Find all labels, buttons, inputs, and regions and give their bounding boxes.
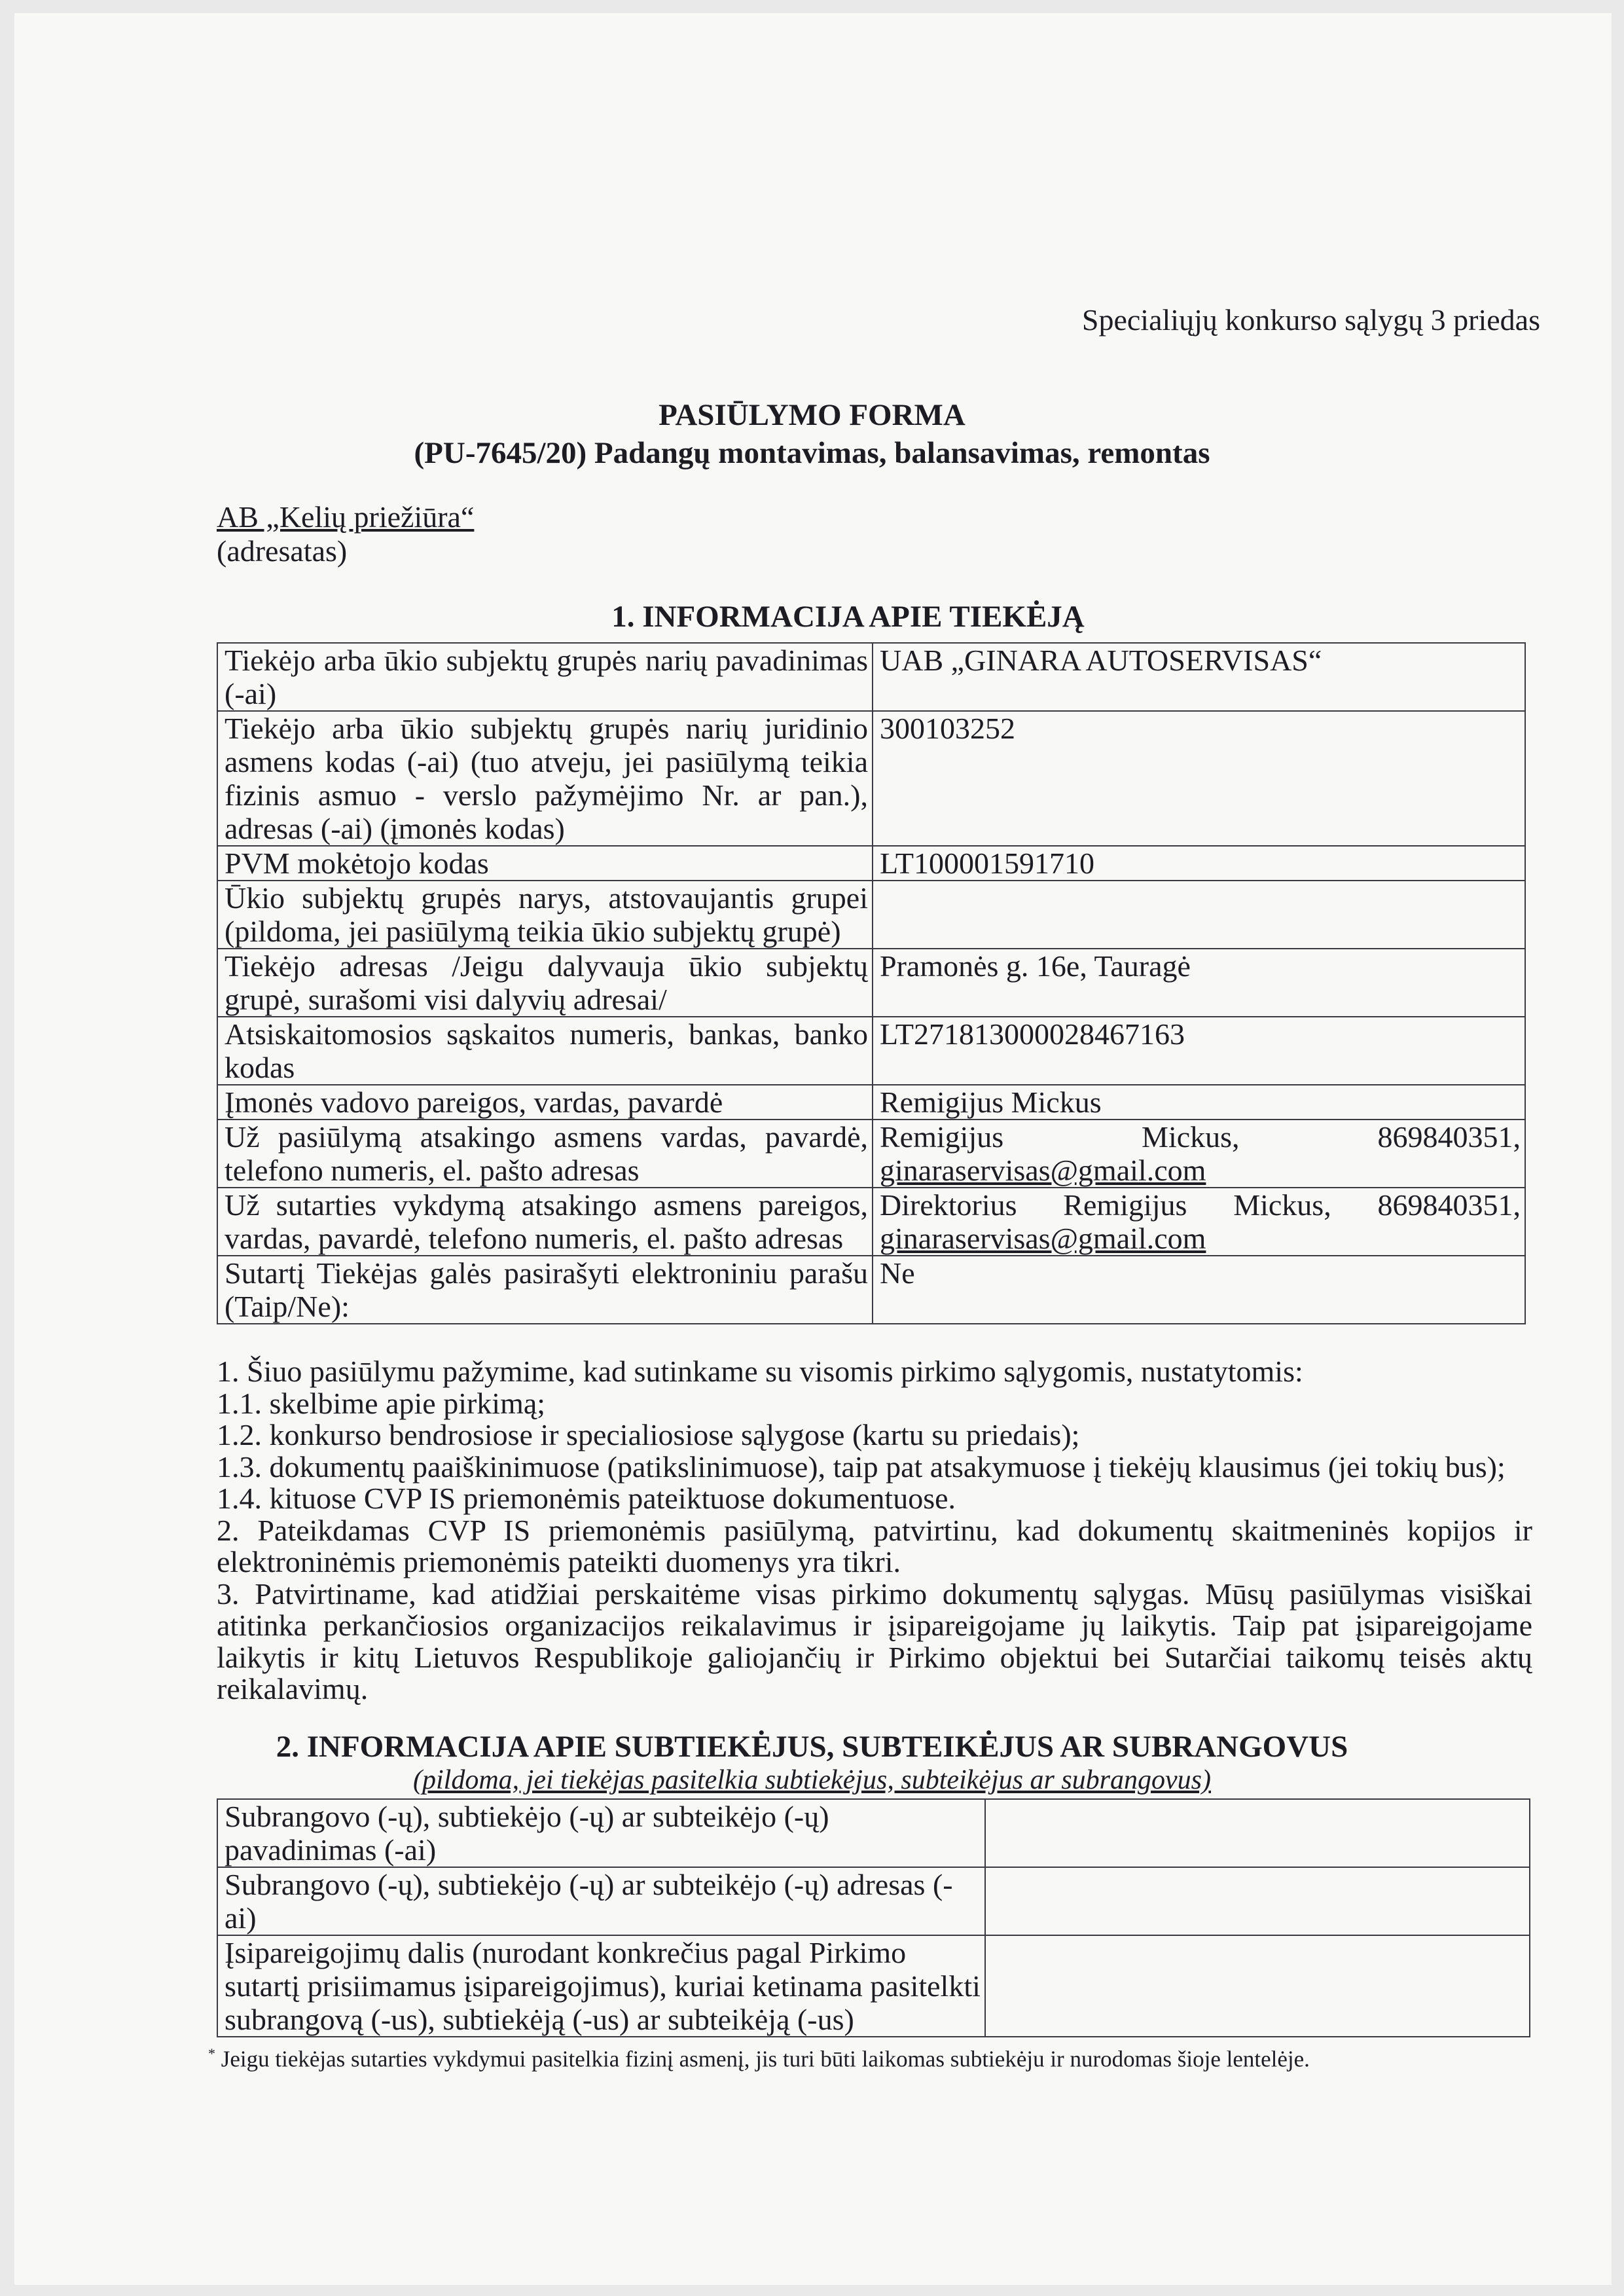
- field-value: [985, 1799, 1530, 1867]
- form-subtitle: (PU-7645/20) Padangų montavimas, balansavimas, remontas: [414, 436, 1210, 470]
- table-row: [217, 1188, 1525, 1256]
- field-label: Tiekėjo arba ūkio subjektų grupės narių juridinio asmens kodas (-ai) (tuo atveju, jei pasiūlymą teikia fizinis asmuo - verslo pažymėjimo Nr. ar pan.), adresas (-ai) (įmonės kodas): [217, 711, 873, 846]
- table-row: [217, 1867, 1530, 1935]
- supplier-info-table: [217, 642, 1526, 1324]
- addressee: AB „Kelių priežiūra“: [217, 500, 475, 534]
- annex-label: Specialiųjų konkurso sąlygų 3 priedas: [1081, 303, 1540, 337]
- addressee-label: (adresatas): [217, 534, 348, 568]
- field-label: Atsiskaitomosios sąskaitos numeris, bankas, banko kodas: [217, 1017, 873, 1085]
- subcontractor-table: [217, 1798, 1530, 2037]
- field-value: [873, 1017, 1525, 1085]
- field-value: [873, 1085, 1525, 1120]
- declarations: [217, 1356, 1532, 1705]
- field-value: [873, 949, 1525, 1017]
- table-row: [217, 1935, 1530, 2037]
- declaration-paragraph: 1.4. kituose CVP IS priemonėmis pateiktuose dokumentuose.: [217, 1482, 956, 1515]
- field-value-text: LT271813000028467163: [880, 1017, 1185, 1051]
- field-label: Sutartį Tiekėjas galės pasirašyti elektroniniu parašu (Taip/Ne):: [217, 1256, 873, 1324]
- declaration-paragraph: 1.1. skelbime apie pirkimą;: [217, 1386, 546, 1420]
- field-value-text: Pramonės g. 16e, Tauragė: [880, 949, 1191, 983]
- field-value: [873, 881, 1525, 949]
- footnote-mark: *: [208, 2045, 215, 2062]
- table-row: [217, 949, 1525, 1017]
- table-row: [217, 846, 1525, 881]
- field-label: Už sutarties vykdymą atsakingo asmens pareigos, vardas, pavardė, telefono numeris, el. pašto adresas: [217, 1188, 873, 1256]
- field-value: [873, 1188, 1525, 1256]
- declaration-paragraph: 1.3. dokumentų paaiškinimuose (patikslinimuose), taip pat atsakymuose į tiekėjų klausimus (jei tokių bus);: [217, 1449, 1506, 1484]
- table-row: [217, 643, 1525, 711]
- table-row: [217, 1799, 1530, 1867]
- field-value-text: LT100001591710: [880, 847, 1094, 880]
- table-row: [217, 1120, 1525, 1188]
- field-label: Tiekėjo arba ūkio subjektų grupės narių pavadinimas (-ai): [217, 643, 873, 711]
- field-value: [873, 1120, 1525, 1188]
- footnote: [208, 2040, 1624, 2073]
- table-row: [217, 711, 1525, 846]
- field-value: [873, 846, 1525, 881]
- table-row: [217, 881, 1525, 949]
- section1-heading: 1. INFORMACIJA APIE TIEKĖJĄ: [611, 600, 1085, 634]
- field-value: [873, 1256, 1525, 1324]
- declaration-paragraph: 2. Pateikdamas CVP IS priemonėmis pasiūlymą, patvirtinu, kad dokumentų skaitmeninės kopijos ir elektroninėmis priemonėmis pateikti duomenys yra tikri.: [217, 1513, 1532, 1578]
- field-label: Subrangovo (-ų), subtiekėjo (-ų) ar subteikėjo (-ų) pavadinimas (-ai): [217, 1799, 985, 1867]
- email-link[interactable]: ginaraservisas@gmail.com: [880, 1222, 1206, 1255]
- field-value-text: Direktorius Remigijus Mickus, 869840351,: [880, 1188, 1521, 1222]
- field-value-text: Remigijus Mickus, 869840351,: [880, 1120, 1521, 1154]
- field-label: Įsipareigojimų dalis (nurodant konkrečius pagal Pirkimo sutartį prisiimamus įsipareigojimus), kuriai ketinama pasitelkti subrangovą (-us), subtiekėją (-us) ar subteikėją (-us): [217, 1935, 985, 2037]
- field-label: PVM mokėtojo kodas: [217, 846, 873, 881]
- field-value: [985, 1867, 1530, 1935]
- email-link[interactable]: ginaraservisas@gmail.com: [880, 1154, 1206, 1187]
- field-value: [985, 1935, 1530, 2037]
- field-value: [873, 643, 1525, 711]
- footnote-text: Jeigu tiekėjas sutarties vykdymui pasitelkia fizinį asmenį, jis turi būti laikomas subtiekėju ir nurodomas šioje lentelėje.: [221, 2046, 1310, 2072]
- declaration-paragraph: 3. Patvirtiname, kad atidžiai perskaitėme visas pirkimo dokumentų sąlygas. Mūsų pasiūlymas visiškai atitinka perkančiosios organizacijos reikalavimus ir įsipareigojame jų laikytis. Taip pat įsipareigojame laikytis ir kitų Lietuvos Respublikoje galiojančių ir Pirkimo objektui bei Sutarčiai taikomų teisės aktų reikalavimų.: [217, 1576, 1532, 1705]
- field-value-text: 300103252: [880, 712, 1015, 745]
- table-row: [217, 1017, 1525, 1085]
- field-label: Įmonės vadovo pareigos, vardas, pavardė: [217, 1085, 873, 1120]
- field-value-text: Remigijus Mickus: [880, 1085, 1102, 1119]
- table-row: [217, 1085, 1525, 1120]
- field-value-text: UAB „GINARA AUTOSERVISAS“: [880, 644, 1322, 677]
- field-label: Subrangovo (-ų), subtiekėjo (-ų) ar subteikėjo (-ų) adresas (-ai): [217, 1867, 985, 1935]
- section2-heading: 2. INFORMACIJA APIE SUBTIEKĖJUS, SUBTEIKĖJUS AR SUBRANGOVUS: [276, 1729, 1348, 1764]
- declaration-paragraph: 1. Šiuo pasiūlymu pažymime, kad sutinkame su visomis pirkimo sąlygomis, nustatytomis:: [217, 1355, 1303, 1388]
- field-label: Tiekėjo adresas /Jeigu dalyvauja ūkio subjektų grupė, surašomi visi dalyvių adresai/: [217, 949, 873, 1017]
- declaration-paragraph: 1.2. konkurso bendrosiose ir specialiosiose sąlygose (kartu su priedais);: [217, 1418, 1080, 1451]
- field-label: Už pasiūlymą atsakingo asmens vardas, pavardė, telefono numeris, el. pašto adresas: [217, 1120, 873, 1188]
- field-label: Ūkio subjektų grupės narys, atstovaujantis grupei (pildoma, jei pasiūlymą teikia ūkio subjektų grupė): [217, 881, 873, 949]
- section2-note: (pildoma, jei tiekėjas pasitelkia subtiekėjus, subteikėjus ar subrangovus): [413, 1764, 1211, 1795]
- document-body: [0, 599, 1624, 2073]
- table-row: [217, 1256, 1525, 1324]
- field-value-text: Ne: [880, 1256, 915, 1290]
- field-value: [873, 711, 1525, 846]
- form-title: PASIŪLYMO FORMA: [659, 398, 965, 432]
